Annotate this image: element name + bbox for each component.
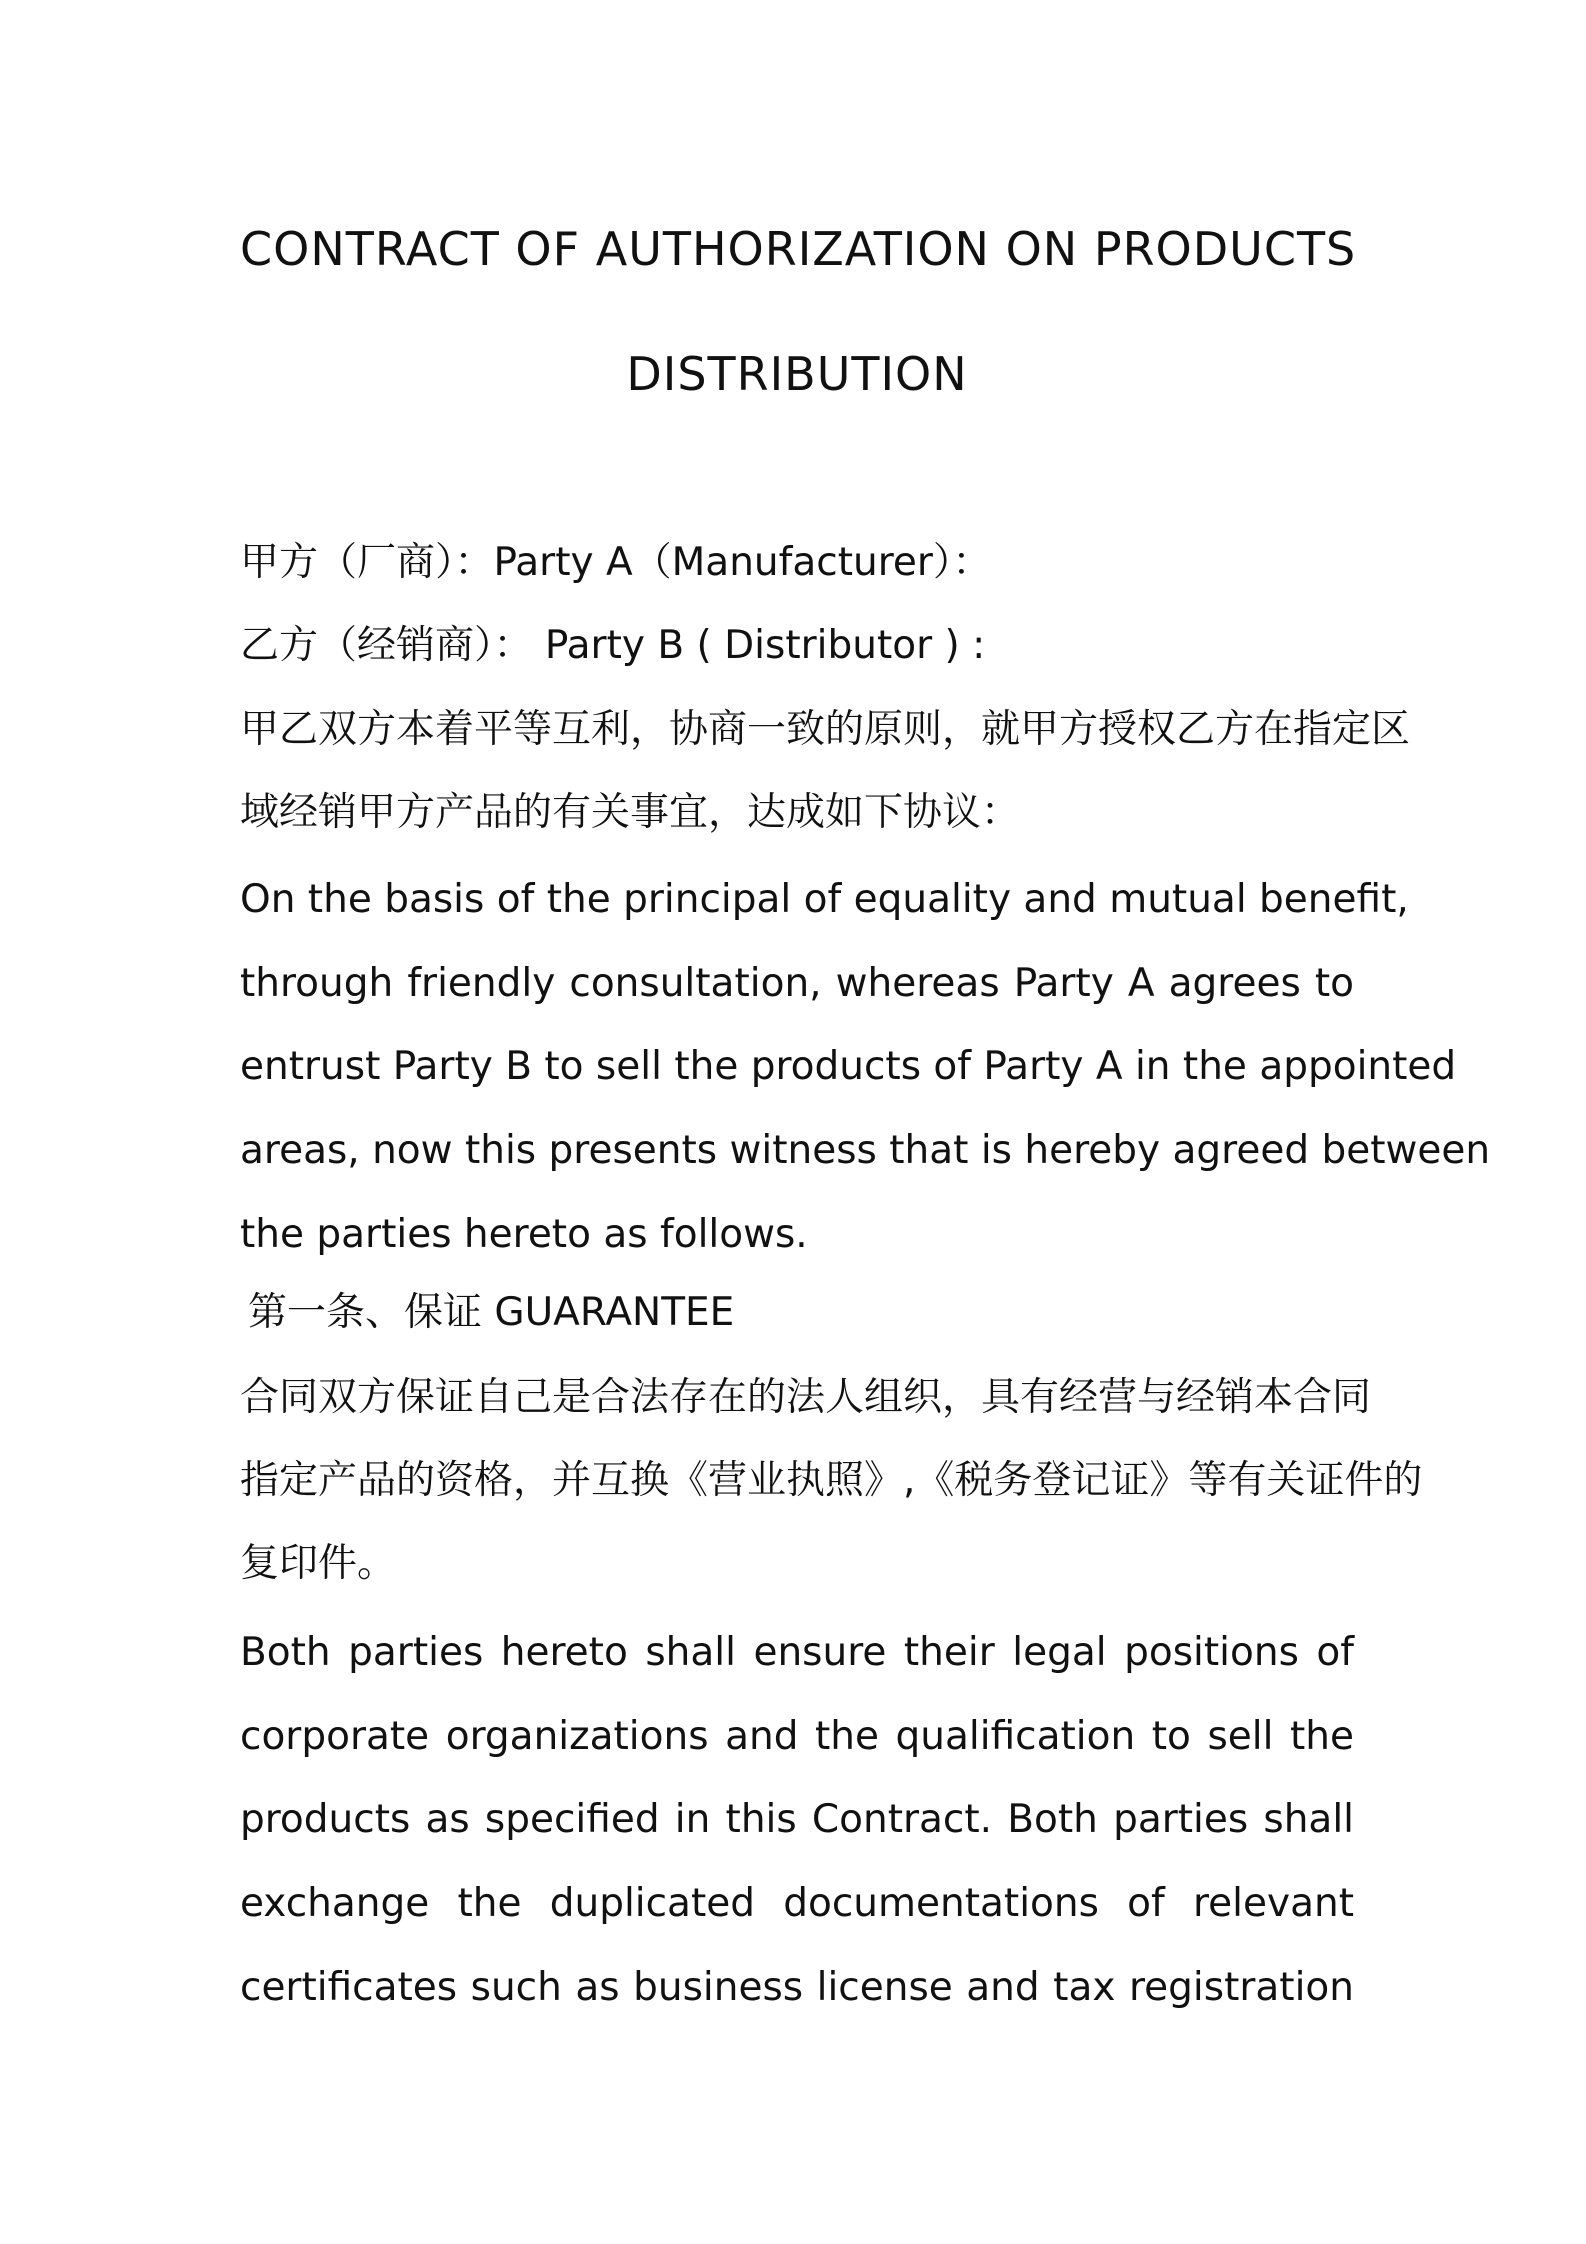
document-title-line-2: DISTRIBUTION [626, 347, 968, 401]
preamble-cn-line-1: 甲乙双方本着平等互利，协商一致的原则，就甲方授权乙方在指定区 [240, 707, 1411, 752]
party-a-line: 甲方（厂商）：Party A（Manufacturer）： [240, 540, 992, 585]
article-1-cn-line-2: 指定产品的资格，并互换《营业执照》,《税务登记证》等有关证件的 [240, 1458, 1423, 1503]
preamble-en-line-2: through friendly consultation, whereas Party A agrees to [240, 961, 1354, 1006]
preamble-en-line-3: entrust Party B to sell the products of Party A in the appointed [240, 1044, 1457, 1089]
preamble-en-line-1: On the basis of the principal of equality and mutual benefit, [240, 877, 1409, 922]
article-1-en-line-4: exchange the duplicated documentations of relevant [240, 1881, 1354, 1926]
preamble-en-line-5: the parties hereto as follows. [240, 1212, 808, 1257]
preamble-en-line-4: areas, now this presents witness that is hereby agreed between [240, 1128, 1491, 1173]
article-1-en-line-1: Both parties hereto shall ensure their legal positions of [240, 1630, 1354, 1675]
party-b-line: 乙方（经销商）： Party B ( Distributor ) : [240, 623, 986, 668]
preamble-cn-line-2: 域经销甲方产品的有关事宜，达成如下协议： [240, 790, 1021, 835]
article-1-cn-line-3: 复印件。 [240, 1541, 397, 1586]
article-1-en-line-2: corporate organizations and the qualification to sell the [240, 1714, 1354, 1759]
article-1-heading: 第一条、保证 GUARANTEE [248, 1290, 735, 1335]
article-1-cn-line-1: 合同双方保证自己是合法存在的法人组织，具有经营与经销本合同 [240, 1375, 1372, 1420]
document-title-line-1: CONTRACT OF AUTHORIZATION ON PRODUCTS [240, 222, 1357, 276]
article-1-en-line-3: products as specified in this Contract. Both parties shall [240, 1797, 1354, 1842]
article-1-en-line-5: certificates such as business license and tax registration [240, 1965, 1354, 2010]
